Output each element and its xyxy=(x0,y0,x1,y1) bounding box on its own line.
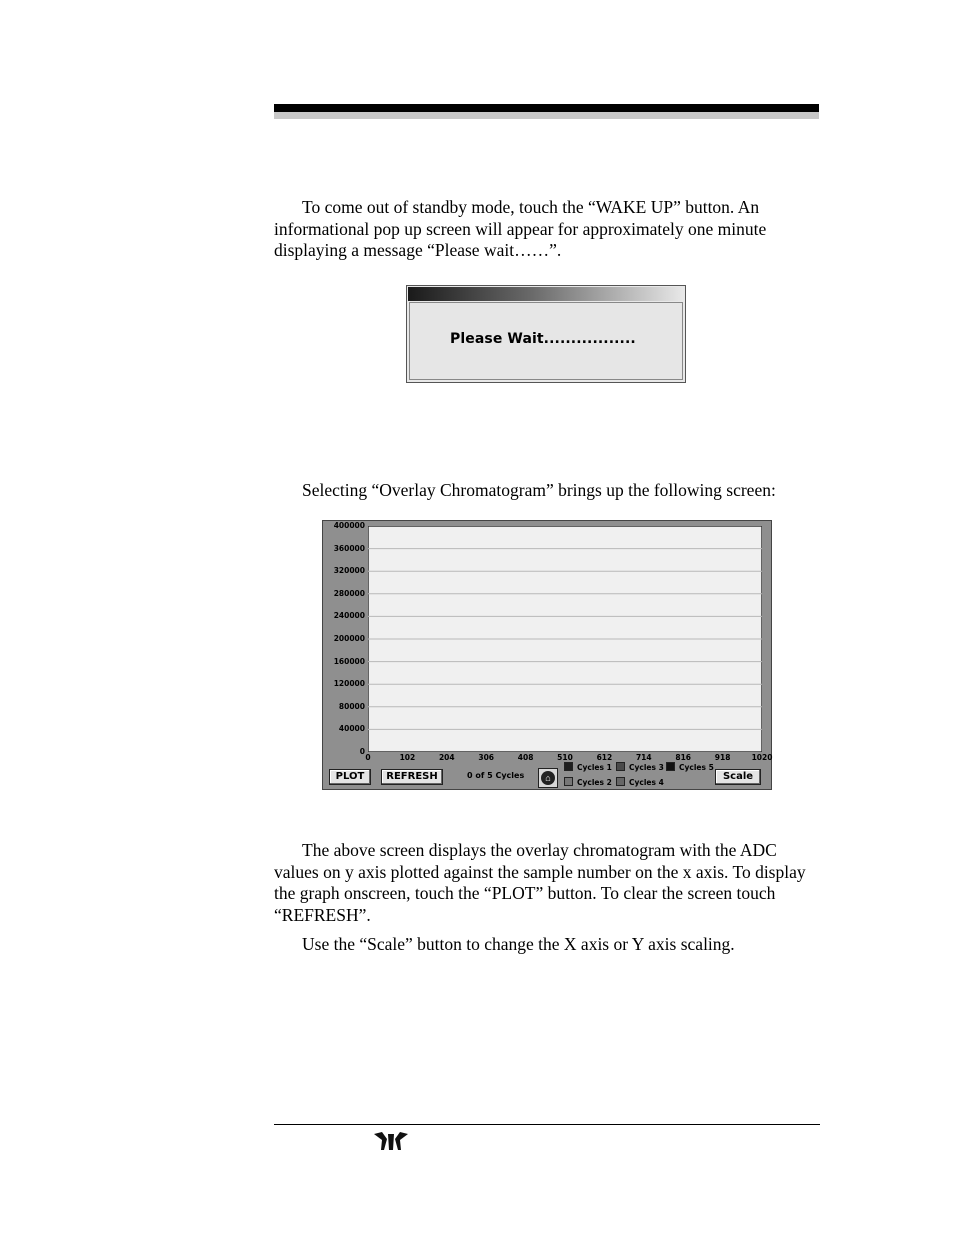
cycles-status: 0 of 5 Cycles xyxy=(467,771,525,780)
legend-swatch-cycles-3[interactable] xyxy=(616,762,625,771)
x-tick-label: 408 xyxy=(517,753,534,762)
chromatogram-chart xyxy=(368,526,762,752)
y-tick-label: 240000 xyxy=(333,611,365,621)
x-tick-label: 612 xyxy=(596,753,613,762)
footer-rule xyxy=(274,1124,820,1125)
home-button[interactable] xyxy=(538,768,558,788)
legend-label-cycles-1: Cycles 1 xyxy=(577,763,612,772)
y-tick-label: 0 xyxy=(359,747,365,756)
y-tick-label: 280000 xyxy=(333,588,365,598)
paragraph-scale: Use the “Scale” button to change the X axis or Y axis scaling. xyxy=(302,934,735,954)
plot-area xyxy=(368,526,762,752)
header-rule-black xyxy=(274,104,819,112)
y-tick-label: 80000 xyxy=(338,701,365,711)
legend-label-cycles-5: Cycles 5 xyxy=(679,763,714,772)
company-logo-icon xyxy=(372,1130,410,1152)
y-tick-label: 120000 xyxy=(333,679,365,689)
overlay-chromatogram-screen xyxy=(322,520,772,790)
x-tick-label: 510 xyxy=(557,753,573,762)
y-tick-label: 400000 xyxy=(333,521,365,530)
popup-title-bar xyxy=(408,287,684,301)
refresh-button[interactable]: REFRESH xyxy=(381,769,443,785)
legend-swatch-cycles-4[interactable] xyxy=(616,777,625,786)
popup-body xyxy=(409,302,683,380)
x-tick-label: 102 xyxy=(399,753,416,762)
legend-label-cycles-2: Cycles 2 xyxy=(577,778,612,787)
y-tick-label: 200000 xyxy=(333,634,365,643)
x-tick-label: 204 xyxy=(438,753,455,762)
y-tick-label: 40000 xyxy=(338,724,365,734)
x-tick-label: 816 xyxy=(675,753,692,762)
plot-button[interactable]: PLOT xyxy=(329,769,371,785)
paragraph-screen-description: The above screen displays the overlay chromatogram with the ADC values on y axis plotted against the sample number on the x axis. To display the graph onscreen, touch the “PLOT” button. To clear the screen touch “REFRESH”. xyxy=(274,840,806,925)
legend-label-cycles-4: Cycles 4 xyxy=(629,778,664,787)
legend-swatch-cycles-1[interactable] xyxy=(564,762,573,771)
x-tick-label: 1020 xyxy=(751,753,773,762)
popup-message: Please Wait................. xyxy=(450,331,636,347)
y-tick-label: 320000 xyxy=(333,566,365,576)
paragraph-overlay-intro: Selecting “Overlay Chromatogram” brings up the following screen: xyxy=(302,480,776,500)
x-tick-label: 0 xyxy=(365,753,371,762)
x-tick-label: 918 xyxy=(714,753,731,762)
legend-label-cycles-3: Cycles 3 xyxy=(629,763,664,772)
legend-swatch-cycles-2[interactable] xyxy=(564,777,573,786)
please-wait-popup xyxy=(406,285,686,383)
legend-swatch-cycles-5[interactable] xyxy=(666,762,675,771)
x-tick-label: 714 xyxy=(635,753,652,762)
y-tick-label: 360000 xyxy=(333,543,365,553)
scale-button[interactable]: Scale xyxy=(715,769,761,785)
x-tick-label: 306 xyxy=(478,753,495,762)
y-tick-label: 160000 xyxy=(333,656,365,666)
paragraph-wake-up: To come out of standby mode, touch the “WAKE UP” button. An informational pop up screen will appear for approximately one minute displaying a message “Please wait……”. xyxy=(274,197,767,260)
header-rule-gray xyxy=(274,112,819,119)
home-icon: ⌂ xyxy=(541,771,555,785)
